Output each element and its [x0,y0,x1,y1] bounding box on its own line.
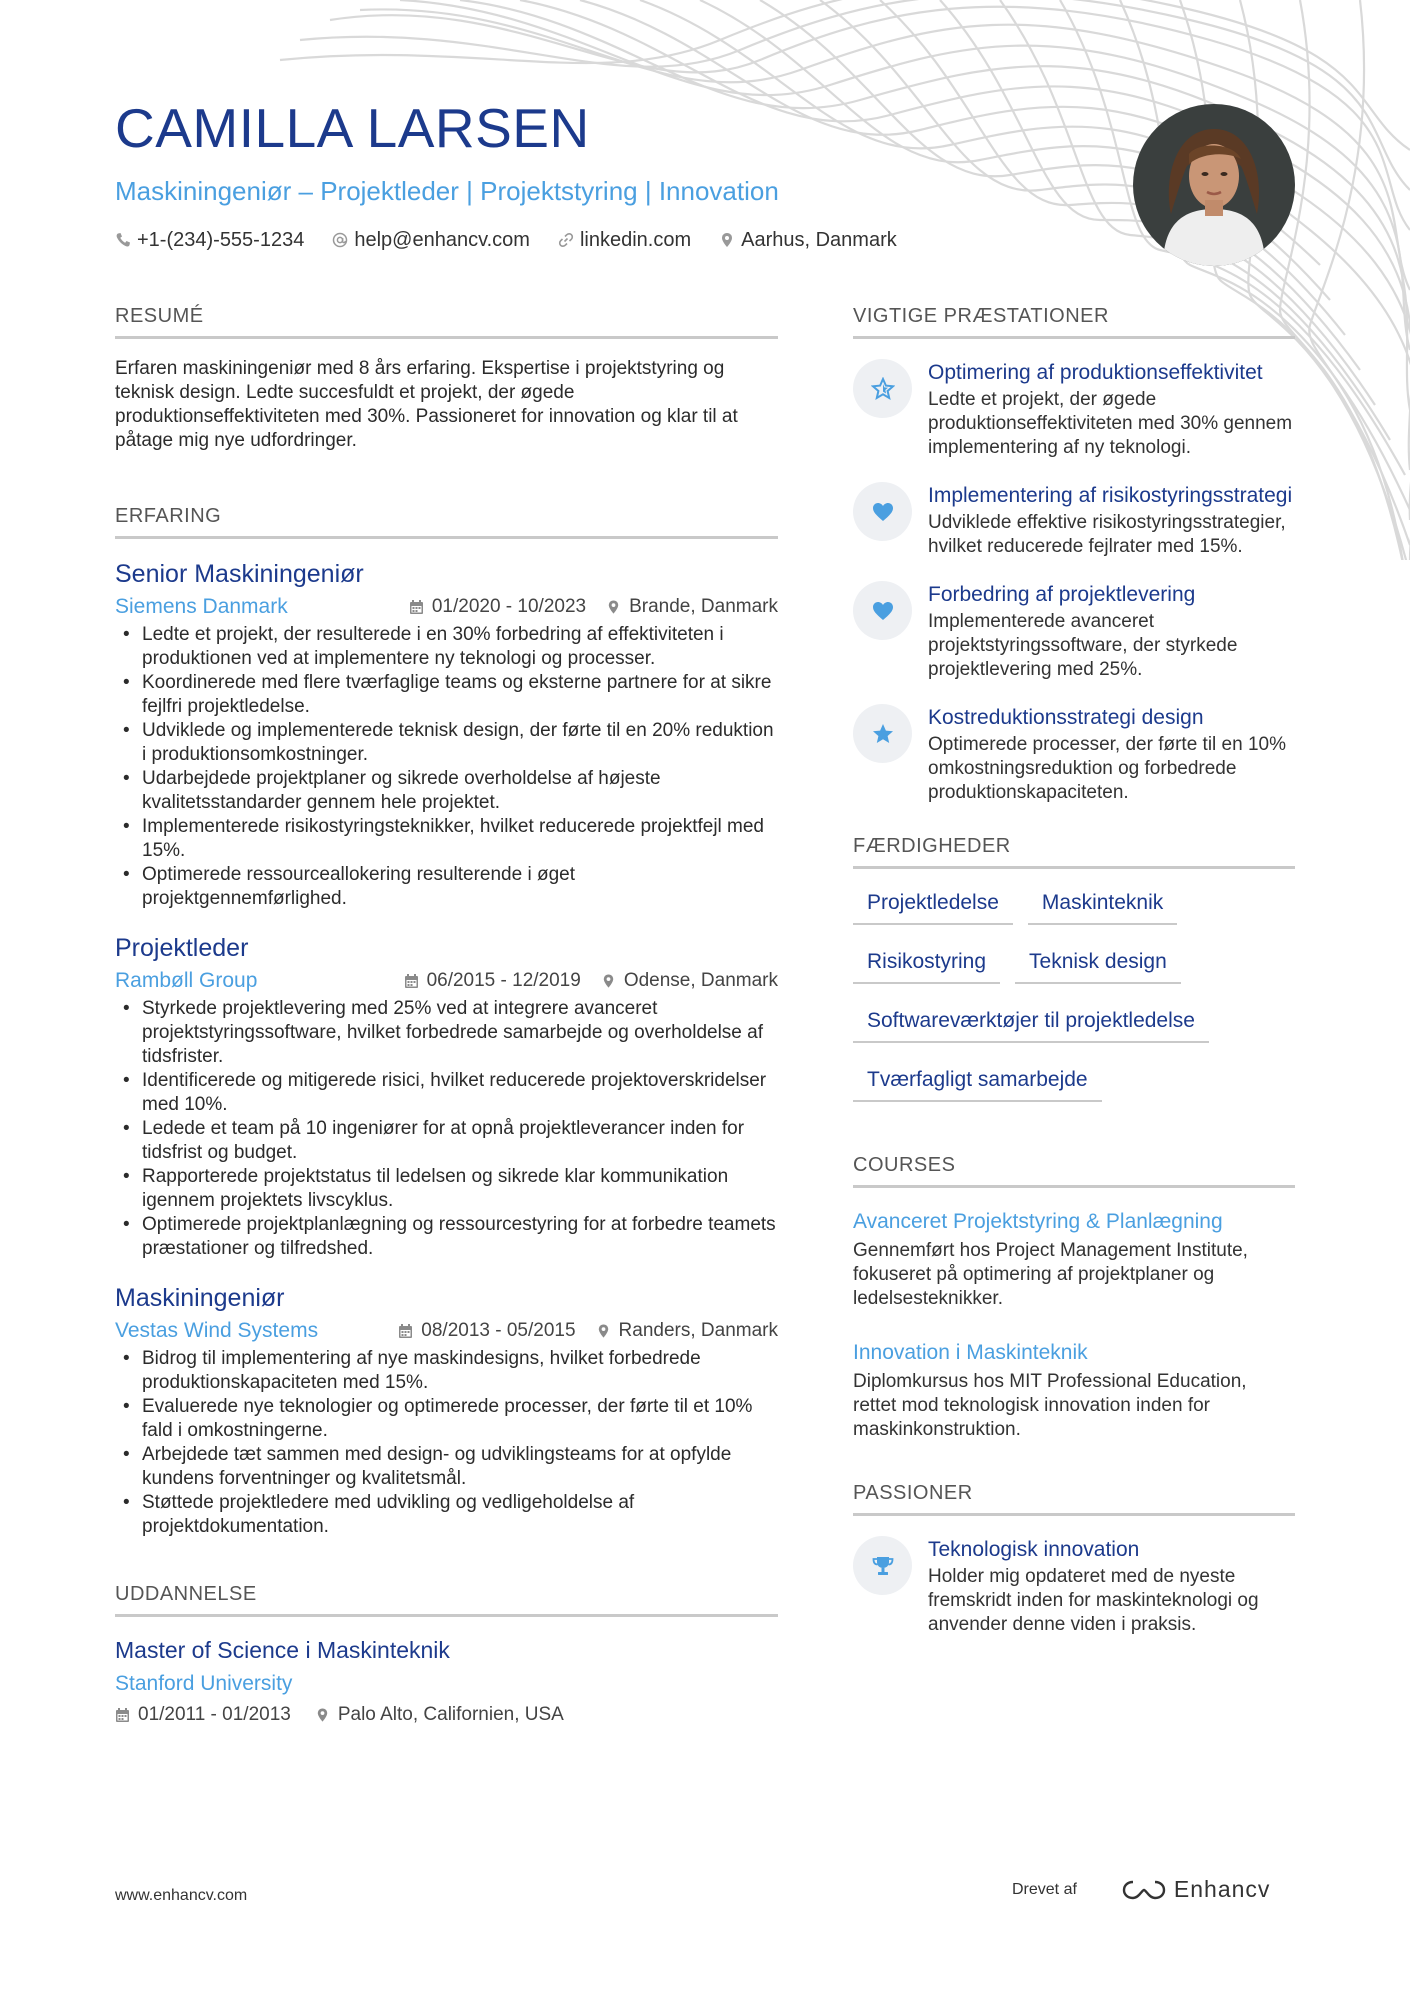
job-dates-text: 06/2015 - 12/2019 [426,970,581,991]
achievement-title: Teknologisk innovation [928,1538,1140,1561]
at-icon [332,232,348,248]
course-title: Innovation i Maskinteknik [853,1341,1088,1364]
school-name: Stanford University [115,1672,293,1695]
achievement-item [853,359,1295,460]
job-location-text: Brande, Danmark [629,596,778,617]
job-meta [115,969,778,993]
bullet-item: • Ledte et projekt, der resulterede i en 30% forbedring af effektiviteten i produktionen ved at implementere ny teknologi og processer. [115,623,778,671]
job-meta-right [409,596,778,618]
trophy-icon [871,1554,895,1578]
location-text: Aarhus, Danmark [741,228,897,251]
achievement-title: Implementering af risikostyringsstrategi [928,484,1293,507]
achievement-text [928,359,1295,460]
footer-website[interactable]: www.enhancv.com [115,1887,248,1904]
education-section [115,1583,778,1726]
location-pin-icon [601,973,616,989]
achievement-icon-badge [853,482,912,541]
skill-tag: Maskinteknik [1028,891,1177,925]
calendar-icon [115,1707,130,1723]
experience-section [115,505,778,1539]
achievement-description: Holder mig opdateret med de nyeste fremskridt inden for maskinteknologi og anvender denne viden i praksis. [928,1566,1259,1635]
linkedin-text: linkedin.com [579,228,692,251]
bullet-item: • Støttede projektledere med udvikling og vedligeholdelse af projektdokumentation. [115,1491,778,1539]
skill-tag: Projektledelse [853,891,1013,925]
education-meta [115,1704,778,1726]
job-entry [115,933,778,1261]
enhancv-logo-icon [1122,1879,1166,1901]
avatar [1133,104,1295,266]
achievement-text [928,482,1295,559]
company-name: Vestas Wind Systems [115,1319,319,1342]
achievement-description: Optimerede processer, der førte til en 10% omkostningsreduktion og forbedrede produktionskapaciteten. [928,734,1286,803]
contact-linkedin[interactable] [558,229,691,252]
section-title-summary: RESUMÉ [115,305,778,339]
job-bullets [115,997,778,1261]
headline: Maskiningeniør – Projektleder | Projektstyring | Innovation [115,175,779,206]
achievement-text [928,581,1295,682]
achievement-title: Kostreduktionsstrategi design [928,706,1204,729]
job-location-text: Odense, Danmark [623,970,778,991]
job-dates-text: 01/2020 - 10/2023 [431,596,587,617]
achievement-description: Ledte et projekt, der øgede produktionseffektiviteten med 30% gennem implementering af ny teknologi. [928,389,1293,458]
contact-phone[interactable] [115,229,304,252]
star-icon [871,722,895,746]
contact-list [115,229,1115,252]
bullet-item: • Koordinerede med flere tværfaglige teams og eksterne partnere for at sikre fejlfri projektledelse. [115,671,778,719]
achievement-icon-badge [853,359,912,418]
achievements-section [853,305,1295,805]
education-location-text: Palo Alto, Californien, USA [337,1704,564,1725]
job-title: Projektleder [115,934,249,962]
brand-logo[interactable] [1122,1876,1271,1903]
achievement-item [853,581,1295,682]
skill-tag: Tværfagligt samarbejde [853,1068,1102,1102]
achievement-icon-badge [853,1536,912,1595]
right-column [853,305,1295,1659]
skill-tag: Risikostyring [853,950,1000,984]
section-title-skills: FÆRDIGHEDER [853,835,1295,869]
calendar-icon [404,973,419,989]
skill-tag: Teknisk design [1015,950,1181,984]
job-meta-right [404,970,778,992]
summary-section [115,305,778,453]
bullet-item: • Bidrog til implementering af nye maskindesigns, hvilket forbedrede produktionskapaciteten med 15%. [115,1347,778,1395]
course-description: Gennemført hos Project Management Institute, fokuseret på optimering af projektplaner og ledelsesteknikker. [853,1240,1248,1309]
contact-email[interactable] [332,229,530,252]
calendar-icon [409,599,424,615]
job-bullets [115,1347,778,1539]
bullet-item: • Styrkede projektlevering med 25% ved at integrere avanceret projektstyringssoftware, hvilket forbedrede samarbejde og overholdelse af tidsfrister. [115,997,778,1069]
achievement-icon-badge [853,704,912,763]
email-text: help@enhancv.com [354,228,530,251]
bullet-item: • Udarbejdede projektplaner og sikrede overholdelse af højeste kvalitetsstandarder gennem hele projektet. [115,767,778,815]
company-name: Rambøll Group [115,969,258,992]
skills-section [853,835,1295,1112]
job-title: Senior Maskiningeniør [115,560,364,588]
phone-text: +1-(234)-555-1234 [137,228,305,251]
powered-by-label: Drevet af [1012,1880,1077,1898]
passions-section [853,1482,1295,1637]
degree-title: Master of Science i Maskinteknik [115,1637,450,1663]
section-title-courses: COURSES [853,1154,1295,1188]
bullet-item: • Optimerede ressourceallokering resulterende i øget projektgennemførlighed. [115,863,778,911]
brand-name: Enhancv [1173,1876,1271,1902]
bullet-item: • Rapporterede projektstatus til ledelsen og sikrede klar kommunikation igennem projektets livscyklus. [115,1165,778,1213]
achievement-item [853,704,1295,805]
section-title-education: UDDANNELSE [115,1583,778,1617]
star-outline-icon [871,377,895,401]
job-location-text: Randers, Danmark [618,1320,778,1341]
link-icon [558,232,574,248]
course-description: Diplomkursus hos MIT Professional Education, rettet mod teknologisk innovation inden for maskinkonstruktion. [853,1371,1247,1440]
job-dates-text: 08/2013 - 05/2015 [421,1320,576,1341]
achievement-description: Udviklede effektive risikostyringsstrategier, hvilket reducerede fejlrater med 15%. [928,512,1286,557]
contact-location [719,229,897,252]
footer-branding [1012,1876,1270,1903]
achievement-title: Optimering af produktionseffektivitet [928,361,1263,384]
job-location [601,970,778,992]
left-column [115,305,778,1726]
bullet-item: • Optimerede projektplanlægning og ressourcestyring for at forbedre teamets præstationer og tilfredshed. [115,1213,778,1261]
skill-tag: Softwareværktøjer til projektledelse [853,1009,1209,1043]
job-location [596,1320,778,1342]
job-bullets [115,623,778,911]
calendar-icon [398,1323,413,1339]
location-pin-icon [315,1707,330,1723]
bullet-item: • Arbejdede tæt sammen med design- og udviklingsteams for at opfylde kundens forventninger og kvalitetsmål. [115,1443,778,1491]
job-title: Maskiningeniør [115,1284,285,1312]
job-dates [404,970,581,992]
achievement-title: Forbedring af projektlevering [928,583,1196,606]
job-entry [115,1283,778,1539]
bullet-item: • Implementerede risikostyringsteknikker, hvilket reducerede projektfejl med 15%. [115,815,778,863]
achievement-icon-badge [853,581,912,640]
location-pin-icon [606,599,621,615]
bullet-item: • Evaluerede nye teknologier og optimerede processer, der førte til et 10% fald i omkostningerne. [115,1395,778,1443]
section-title-passions: PASSIONER [853,1482,1295,1516]
courses-section [853,1154,1295,1442]
job-dates [398,1320,575,1342]
course-title: Avanceret Projektstyring & Planlægning [853,1210,1223,1233]
job-meta [115,595,778,619]
heart-icon [871,599,895,623]
achievement-text [928,1536,1295,1637]
bullet-item: • Identificerede og mitigerede risici, hvilket reducerede projektoverskridelser med 10%. [115,1069,778,1117]
summary-text: Erfaren maskiningeniør med 8 års erfaring. Ekspertise i projektstyring og teknisk design. Ledte succesfuldt et projekt, der øgede produktionseffektiviteten med 30%. Passioneret for innovation og klar til at påtage mig nye udfordringer. [115,358,738,451]
achievement-description: Implementerede avanceret projektstyringssoftware, der styrkede projektlevering med 25%. [928,611,1238,680]
location-pin-icon [719,232,735,248]
achievement-item [853,482,1295,559]
achievement-item [853,1536,1295,1637]
achievement-text [928,704,1295,805]
section-title-experience: ERFARING [115,505,778,539]
bullet-item: • Ledede et team på 10 ingeniører for at opnå projektleverancer inden for tidsfrist og budget. [115,1117,778,1165]
section-title-achievements: VIGTIGE PRÆSTATIONER [853,305,1295,339]
education-dates-text: 01/2011 - 01/2013 [138,1704,291,1725]
job-meta-right [398,1320,778,1342]
job-location [606,596,778,618]
company-name: Siemens Danmark [115,595,288,618]
bullet-item: • Udviklede og implementerede teknisk design, der førte til en 20% reduktion i produktionsomkostninger. [115,719,778,767]
education-location [315,1704,564,1726]
resume-header [115,97,1115,252]
education-dates [115,1704,291,1726]
heart-icon [871,500,895,524]
job-meta [115,1319,778,1343]
candidate-name: CAMILLA LARSEN [115,97,590,159]
job-entry [115,559,778,911]
course-item [853,1339,1295,1442]
phone-icon [115,232,131,248]
location-pin-icon [596,1323,611,1339]
course-item [853,1208,1295,1311]
job-dates [409,596,586,618]
